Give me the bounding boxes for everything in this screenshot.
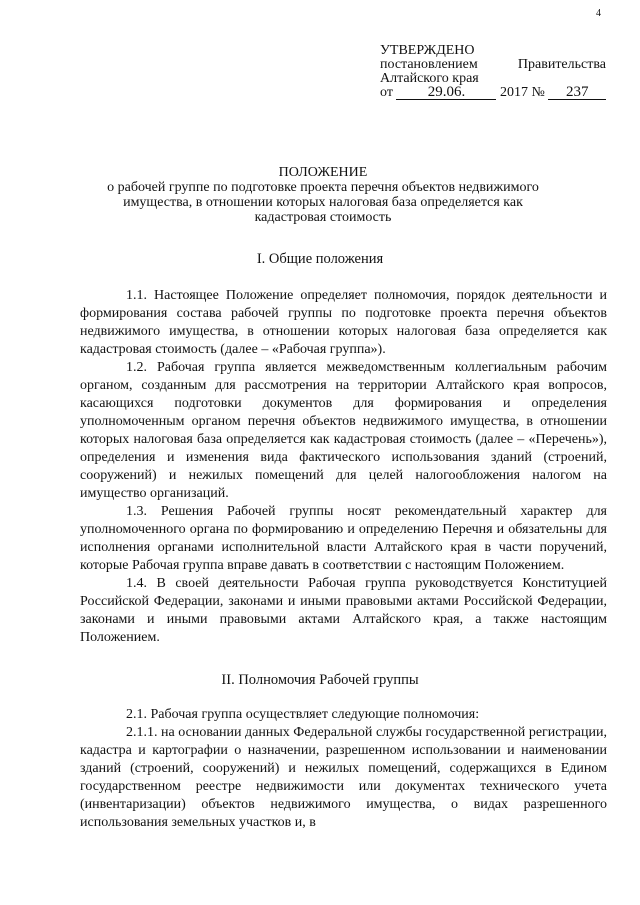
approval-year: 2017 <box>499 85 528 100</box>
section-1-heading: I. Общие положения <box>256 251 384 267</box>
approval-line-2: Алтайского края <box>380 71 479 86</box>
section-2-body <box>80 706 607 832</box>
number-prefix: № <box>531 85 545 100</box>
approval-date-line <box>380 86 606 100</box>
approval-stamp <box>380 44 606 100</box>
approval-line-1 <box>380 58 606 72</box>
paragraph-1-2: 1.2. Рабочая группа является межведомственным коллегиальным рабочим органом, созданным для рассмотрения на территории Алтайского края вопросов, касающихся подготовки документов для формирования и определения уполномоченным органом перечня объектов недвижимого имущества, в отношении которых налоговая база определяется как кадастровая стоимость (далее – «Перечень»), определения и изменения вида фактического использования зданий (строений, сооружений) и нежилых помещений для целей налогообложения налогом на имущество организаций. <box>80 360 607 501</box>
paragraph-1-4: 1.4. В своей деятельности Рабочая группа руководствуется Конституцией Российской Федерации, законами и иными правовыми актами Российской Федерации, законами и иными правовыми актами Алтайского края, а также настоящим Положением. <box>80 576 607 645</box>
page-number: 4 <box>596 8 601 19</box>
number-value: 237 <box>548 86 606 100</box>
paragraph-1-1: 1.1. Настоящее Положение определяет полномочия, порядок деятельности и формирования состава рабочей группы по подготовке проекта перечня объектов недвижимого имущества, в отношении которых налоговая база определяется как кадастровая стоимость (далее – «Рабочая группа»). <box>80 288 607 357</box>
paragraph-1-3: 1.3. Решения Рабочей группы носят рекомендательный характер для уполномоченного органа по формированию и определению Перечня и обязательны для исполнения органами исполнительной власти Алтайского края в части поручений, которые Рабочая группа вправе давать в соответствии с настоящим Положением. <box>80 504 607 573</box>
document-heading: ПОЛОЖЕНИЕ <box>278 165 368 180</box>
section-1-body <box>80 287 607 647</box>
date-value: 29.06. <box>396 86 496 100</box>
approval-title: УТВЕРЖДЕНО <box>380 43 475 58</box>
paragraph-2-1-1: 2.1.1. на основании данных Федеральной службы государственной регистрации, кадастра и картографии о назначении, разрешенном использовании и наименовании зданий (строений, сооружений) и нежилых помещений, содержащихся в Едином государственном реестре недвижимости или документах технического учета (инвентаризации) объектов недвижимого имущества, о видах разрешенного использования земельных участков и, в <box>80 725 607 830</box>
date-prefix: от <box>380 85 393 100</box>
approval-line-1-right: Правительства <box>517 57 606 72</box>
paragraph-2-1: 2.1. Рабочая группа осуществляет следующие полномочия: <box>126 707 480 722</box>
approval-line-1-left: постановлением <box>380 57 478 72</box>
section-2-heading: II. Полномочия Рабочей группы <box>221 672 419 688</box>
document-title <box>88 165 558 225</box>
document-subtitle: о рабочей группе по подготовке проекта перечня объектов недвижимого имущества, в отношении которых налоговая база определяется как кадастровая стоимость <box>107 180 539 225</box>
